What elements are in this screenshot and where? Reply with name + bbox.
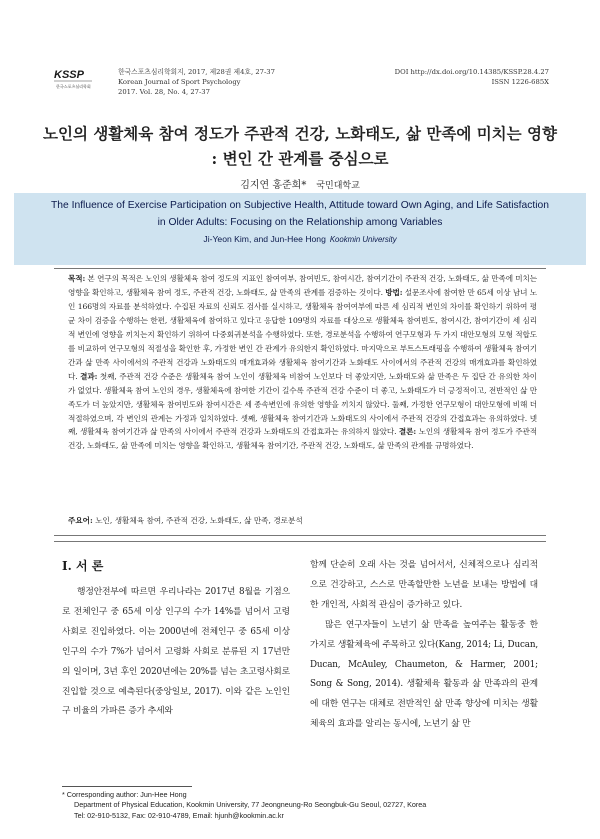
abstract <box>68 272 537 453</box>
logo-subtext: 한국스포츠심리학회 <box>56 84 91 89</box>
doi-link[interactable]: DOI http://dx.doi.org/10.14385/KSSP.28.4.27 <box>394 68 549 76</box>
paragraph: 함께 단순히 오래 사는 것을 넘어서서, 신체적으로나 심리적으로 건강하고, 스스로 만족할만한 노년을 보내는 방법에 대한 개인적, 사회적 관심이 증가하고 있다. <box>310 560 538 610</box>
english-title-line2: in Older Adults: Focusing on the Relationship among Variables <box>157 217 443 228</box>
english-authors-block <box>0 234 600 244</box>
keywords-text: 노인, 생활체육 참여, 주관적 건강, 노화태도, 삶 만족, 경로분석 <box>92 516 303 525</box>
keywords-label: 주요어: <box>68 516 93 525</box>
purpose-text: 본 연구의 목적은 노인의 생활체육 참여 정도의 지표인 참여여부, 참여빈도, 참여시간, 참여기간이 주관적 건강, 노화태도, 삶 만족에 미치는 영향을 확인하고, 생활체육 참여 정도, 주관적 건강, 노화태도, 삶 만족의 관계를 검증하는 것이다. <box>68 274 537 297</box>
footnote-address: Department of Physical Education, Kookmin University, 77 Jeongneung-Ro Seongbuk-Gu Seoul, 02727, Korea <box>74 800 427 810</box>
body-column-right <box>310 556 538 735</box>
result-label: 결과: <box>80 371 98 381</box>
divider <box>54 268 546 269</box>
divider <box>54 535 546 536</box>
logo-text: KSSP <box>54 69 84 81</box>
paragraph: 많은 연구자들이 노년기 삶 만족을 높여주는 활동중 한 가지로 생활체육에 주목하고 있다(Kang, 2014; Li, Ducan, Ducan, McAuley, Chaumeton, & Harmer, 2001; Song & Song, 2014). 생활체육 활동과 삶 만족과의 관계에 대한 연구는 대체로 전반적인 삶 만족 향상에 미치는 생활체육의 효과를 알리는 동시에, 노년기 삶 만 <box>310 619 538 730</box>
purpose-label: 목적: <box>68 274 86 283</box>
paper-title-line1: 노인의 생활체육 참여 정도가 주관적 건강, 노화태도, 삶 만족에 미치는 영향 <box>43 124 557 143</box>
journal-logo <box>54 66 91 90</box>
footnote-corresponding: * Corresponding author: Jun-Hee Hong <box>62 790 187 799</box>
conclusion-label: 결론: <box>398 427 417 437</box>
footnote-contact: Tel: 02-910-5132, Fax: 02-910-4789, Email: hjunh@kookmin.ac.kr <box>74 810 284 820</box>
english-affiliation: Kookmin University <box>329 235 397 244</box>
paper-title-line2: : 변인 간 관계를 중심으로 <box>211 149 389 168</box>
authors-kr-block <box>0 176 600 191</box>
keywords <box>68 515 537 527</box>
issn: ISSN 1226-685X <box>491 78 549 86</box>
result-text: 첫째, 주관적 건강 수준은 생활체육 참여 노인이 생활체육 비참여 노인보다 더 좋았지만, 노화태도와 삶 만족은 두 집단 간 유의한 차이가 없었다. 생활체육 참여 노인의 경우, 생활체육에 참여한 기간이 길수록 주관적 건강 수준이 더 좋고, 노화태도가 더 긍정적이고, 전반적인 삶 만족도가 더 높았지만, 생활체육 참여빈도와 참여시간은 세 종속변인에 유의한 영향을 끼치지 않았다. 둘째, 가정한 연구모형이 대안모형에 비해 더 적절하였으며, 각 변인의 관계는 가정과 일치하였다. 셋째, 생활체육 참여기간과 노화태도의 사이에서 주관적 건강의 간접효과는 유의하였다. 넷째, 생활체육 참여기간과 삶 만족의 사이에서 주관적 건강과 노화태도의 간접효과는 유의하지 않았다. <box>68 371 537 437</box>
english-title <box>30 197 570 231</box>
journal-en: Korean Journal of Sport Psychology <box>118 78 241 86</box>
method-label: 방법: <box>385 287 403 297</box>
body-column-left <box>62 583 290 722</box>
footnote-divider <box>62 786 192 787</box>
english-title-line1: The Influence of Exercise Participation on Subjective Health, Attitude toward Own Aging, and Life Satisfaction <box>51 200 549 211</box>
conclusion-text: 노인의 생활체육 참여 정도가 주관적 건강, 노화태도, 삶 만족에 미치는 영향을 확인하고, 생활체육 참여기간, 주관적 건강, 노화태도, 삶 만족의 관계를 규명하였다. <box>68 427 537 451</box>
paragraph: 행정안전부에 따르면 우리나라는 2017년 8월을 기점으로 전체인구 중 65세 이상 인구의 수가 14%를 넘어서 고령사회로 진입하였다. 이는 2000년에 전체인구 중 65세 이상 인구의 수가 7%가 넘어서 고령화 사회로 분류된 지 17년만의 일이며, 3년 후인 2020년에는 20%를 넘는 초고령사회로 진입할 것으로 예측된다(중앙일보, 2017). 이와 같은 노인인구 비율의 가파른 증가 추세와 <box>62 587 290 717</box>
section-heading: I. 서 론 <box>62 559 104 573</box>
journal-kr: 한국스포츠심리학회지, 2017, 제28권 제4호, 27-37 <box>118 68 275 76</box>
journal-citation <box>118 67 275 97</box>
english-authors: Ji-Yeon Kim, and Jun-Hee Hong <box>203 234 326 244</box>
doi-block <box>395 67 549 87</box>
method-text: 설문조사에 참여한 만 65세 이상 남녀 노인 166명의 자료를 분석하였다. 수집된 자료의 신뢰도 검사를 실시하고, 생활체육 참여여부에 따른 세 심리적 변인의 차이를 확인하기 위하여 평균 차이 검증을 수행하는 한편, 생활체육에 참여하고 있다고 응답한 109명의 자료를 대상으로 생활체육 참여빈도, 참여시간, 참여기간이 세 심리적 변인에 영향을 끼치는지 확인하기 위하여 다중회귀분석을 수행하였다. 또한, 경로분석을 수행하여 연구모형과 두 가지 대안모형의 모형 적합도를 비교하여 연구모형의 적절성을 확인한 후, 가정한 변인 간 관계가 유의한지 확인하였다. 마지막으로 부트스트래핑을 수행하여 생활체육 참여기간과 삶 만족 사이에서의 주관적 건강과 노화태도의 매개효과와 생활체육 참여기간과 노화태도 사이에서의 주관적 건강의 매개효과를 확인하였다. <box>68 287 537 381</box>
authors-kr: 김지연 홍준희* <box>240 180 307 191</box>
journal-volume: 2017. Vol. 28, No. 4, 27-37 <box>118 88 210 96</box>
affiliation-kr: 국민대학교 <box>316 181 360 191</box>
divider <box>54 541 546 542</box>
footnote <box>62 790 426 821</box>
